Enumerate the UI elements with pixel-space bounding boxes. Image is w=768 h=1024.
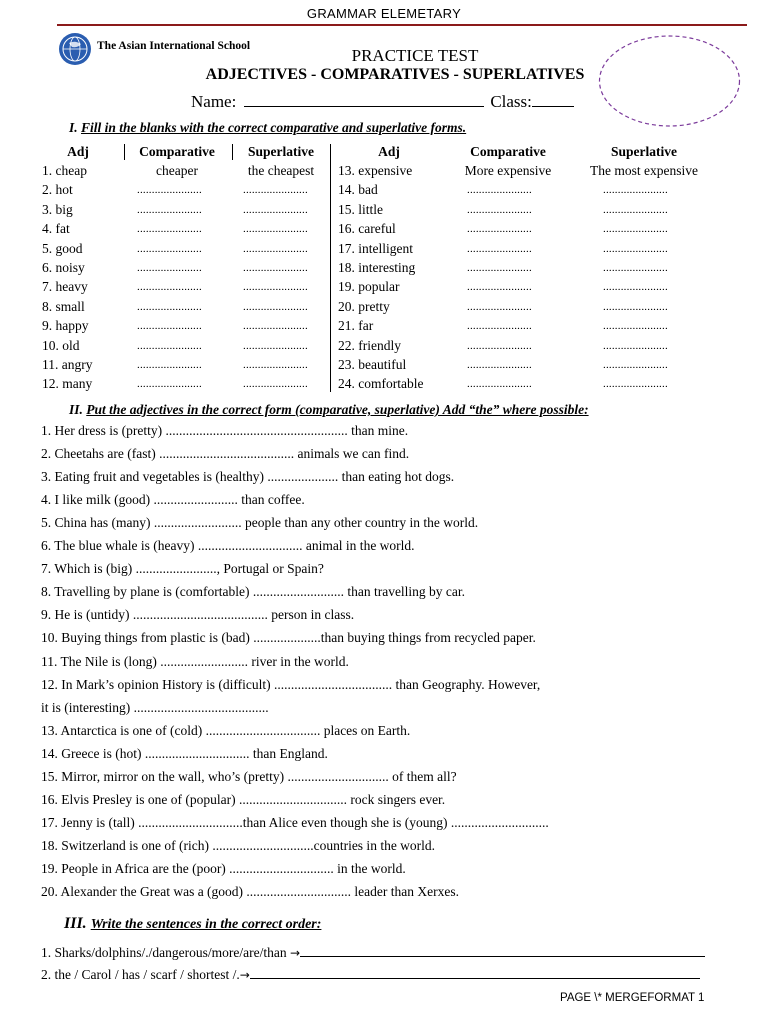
column-header: Comparative	[470, 144, 546, 159]
comparative-blank[interactable]: ......................	[137, 378, 202, 391]
comparative-blank[interactable]: ......................	[467, 359, 532, 371]
comparative-blank[interactable]: ......................	[467, 281, 532, 294]
section3-instruction: Write the sentences in the correct order:	[90, 917, 322, 932]
adjective-item: 18. interesting	[338, 260, 416, 275]
name-label: Name:	[191, 92, 237, 111]
answer-blank[interactable]	[300, 944, 705, 957]
exercise-sentence: 16. Elvis Presley is one of (popular) ................................ rock singers ever.	[41, 791, 446, 807]
exercise-sentence: it is (interesting) ........................................	[41, 699, 269, 715]
adjective-item: 9. happy	[42, 318, 89, 334]
superlative-blank[interactable]: ......................	[243, 378, 308, 391]
superlative-blank[interactable]: ......................	[243, 223, 308, 236]
superlative-blank[interactable]: ......................	[603, 378, 668, 391]
ordering-prompt: 1. Sharks/dolphins/./dangerous/more/are/than	[41, 945, 290, 960]
exercise-sentence: 10. Buying things from plastic is (bad) ....................than buying things from recycled paper.	[41, 630, 536, 646]
comparative-answer: More expensive	[464, 163, 552, 178]
comparative-blank[interactable]: ......................	[467, 300, 532, 313]
superlative-blank[interactable]: ......................	[603, 300, 668, 313]
comparative-blank[interactable]: ......................	[467, 378, 532, 391]
superlative-blank[interactable]: ......................	[603, 281, 668, 294]
section3-heading	[64, 915, 321, 933]
superlative-blank[interactable]: ......................	[243, 203, 308, 216]
superlative-blank[interactable]: ......................	[603, 184, 668, 197]
column-separator	[124, 144, 125, 160]
exercise-sentence: 7. Which is (big) ........................, Portugal or Spain?	[41, 561, 324, 577]
superlative-blank[interactable]: ......................	[603, 203, 668, 216]
comparative-blank[interactable]: ......................	[137, 184, 202, 197]
exercise-sentence: 14. Greece is (hot) ............................... than England.	[41, 745, 328, 761]
page-title: PRACTICE TEST	[351, 46, 479, 65]
section2-numeral: II.	[69, 402, 83, 417]
comparative-blank[interactable]: ......................	[467, 262, 532, 274]
superlative-blank[interactable]: ......................	[243, 242, 308, 255]
comparative-blank[interactable]: ......................	[467, 223, 532, 236]
class-label: Class:	[490, 92, 532, 111]
section1-numeral: I.	[69, 120, 78, 135]
superlative-blank[interactable]: ......................	[243, 320, 308, 333]
superlative-blank[interactable]: ......................	[603, 262, 668, 274]
exercise-sentence: 1. Her dress is (pretty) ...................................................... than mine.	[41, 423, 409, 438]
exercise-sentence: 2. Cheetahs are (fast) ........................................ animals we can find.	[41, 446, 410, 462]
class-field[interactable]	[532, 92, 574, 107]
adjective-item: 13. expensive	[338, 163, 413, 178]
exercise-sentence: 18. Switzerland is one of (rich) ..............................countries in the world.	[41, 837, 436, 853]
superlative-blank[interactable]: ......................	[603, 359, 668, 371]
comparative-blank[interactable]: ......................	[137, 223, 202, 236]
section2-heading	[69, 402, 589, 418]
superlative-blank[interactable]: ......................	[243, 184, 308, 197]
superlative-blank[interactable]: ......................	[243, 339, 308, 352]
ordering-sentence	[41, 966, 700, 984]
superlative-blank[interactable]: ......................	[603, 242, 668, 255]
arrow-icon: →	[239, 968, 250, 982]
comparative-blank[interactable]: ......................	[137, 359, 202, 371]
exercise-sentence: 19. People in Africa are the (poor) ............................... in the world.	[41, 860, 406, 876]
comparative-blank[interactable]: ......................	[137, 203, 202, 216]
column-header: Comparative	[139, 144, 215, 159]
answer-blank[interactable]	[250, 966, 700, 979]
adjective-item: 16. careful	[338, 221, 396, 237]
section3-numeral: III.	[64, 915, 87, 932]
adjective-item: 5. good	[42, 240, 83, 256]
exercise-sentence: 3. Eating fruit and vegetables is (healthy) ..................... than eating hot dogs.	[41, 469, 455, 485]
adjective-item: 15. little	[338, 201, 383, 217]
superlative-blank[interactable]: ......................	[603, 320, 668, 333]
superlative-blank[interactable]: ......................	[243, 262, 308, 274]
exercise-sentence: 15. Mirror, mirror on the wall, who’s (pretty) .............................. of them all?	[41, 768, 457, 784]
comparative-blank[interactable]: ......................	[137, 300, 202, 313]
superlative-answer: the cheapest	[247, 163, 315, 178]
comparative-blank[interactable]: ......................	[467, 320, 532, 333]
superlative-answer: The most expensive	[590, 163, 698, 178]
column-separator	[330, 144, 331, 392]
section1-instruction: Fill in the blanks with the correct comparative and superlative forms.	[81, 120, 467, 135]
comparative-blank[interactable]: ......................	[467, 339, 532, 352]
section1-heading	[69, 120, 466, 136]
exercise-sentence: 12. In Mark’s opinion History is (difficult) ................................... than Geography. However,	[41, 676, 541, 692]
adjective-item: 14. bad	[338, 182, 378, 198]
arrow-icon: →	[289, 946, 301, 960]
name-field[interactable]	[244, 92, 484, 107]
adjective-item: 10. old	[42, 337, 80, 353]
adjective-item: 6. noisy	[42, 260, 85, 275]
comparative-answer: cheaper	[156, 163, 198, 178]
page-subtitle: ADJECTIVES - COMPARATIVES - SUPERLATIVES	[205, 66, 585, 83]
adjective-item: 17. intelligent	[338, 240, 413, 256]
exercise-sentence: 8. Travelling by plane is (comfortable) ........................... than travelling by car.	[41, 584, 466, 600]
exercise-sentence: 13. Antarctica is one of (cold) .................................. places on Earth.	[41, 722, 411, 738]
exercise-sentence: 4. I like milk (good) ......................... than coffee.	[41, 492, 305, 508]
comparative-blank[interactable]: ......................	[137, 281, 202, 294]
column-header: Superlative	[248, 144, 314, 159]
adjective-item: 24. comfortable	[338, 376, 424, 392]
column-separator	[232, 144, 233, 160]
adjective-item: 2. hot	[42, 182, 73, 198]
adjective-item: 19. popular	[338, 279, 400, 295]
exercise-sentence: 6. The blue whale is (heavy) ............................... animal in the world.	[41, 538, 415, 554]
document-header-title: GRAMMAR ELEMETARY	[306, 6, 462, 21]
comparative-blank[interactable]: ......................	[137, 339, 202, 352]
adjective-item: 3. big	[42, 201, 73, 217]
page-footer: PAGE \* MERGEFORMAT 1	[560, 992, 705, 1004]
ordering-prompt: 2. the / Carol / has / scarf / shortest /.	[41, 967, 240, 982]
comparative-blank[interactable]: ......................	[467, 203, 532, 216]
adjective-item: 21. far	[338, 318, 374, 334]
superlative-blank[interactable]: ......................	[603, 339, 668, 352]
ordering-sentence	[41, 944, 705, 962]
comparative-blank[interactable]: ......................	[137, 242, 202, 255]
superlative-blank[interactable]: ......................	[243, 300, 308, 313]
adjective-item: 7. heavy	[42, 279, 88, 295]
adjective-item: 22. friendly	[338, 337, 401, 353]
exercise-sentence: 9. He is (untidy) ........................................ person in class.	[41, 607, 355, 623]
adjective-item: 8. small	[42, 298, 85, 314]
exercise-sentence: 5. China has (many) .......................... people than any other country in the world.	[41, 515, 479, 531]
superlative-blank[interactable]: ......................	[243, 359, 308, 371]
exercise-sentence: 20. Alexander the Great was a (good) ............................... leader than Xerxes.	[41, 884, 459, 899]
header-divider	[57, 24, 747, 26]
name-class-line	[191, 92, 574, 112]
adjective-item: 1. cheap	[42, 163, 87, 178]
comparative-blank[interactable]: ......................	[137, 262, 202, 274]
exercise-sentence: 17. Jenny is (tall) ...............................than Alice even though she is (young) .............................	[41, 814, 549, 830]
adjective-item: 23. beautiful	[338, 357, 407, 372]
school-name: The Asian International School	[97, 40, 251, 52]
section2-instruction: Put the adjectives in the correct form (comparative, superlative) Add “the” where possible:	[86, 402, 589, 417]
exercise-sentence: 11. The Nile is (long) .......................... river in the world.	[41, 653, 349, 669]
adjective-item: 12. many	[42, 376, 93, 392]
adjective-item: 11. angry	[42, 357, 93, 372]
school-logo-icon	[58, 32, 92, 66]
superlative-blank[interactable]: ......................	[603, 223, 668, 236]
comparative-blank[interactable]: ......................	[467, 242, 532, 255]
adjective-item: 4. fat	[42, 221, 70, 237]
column-header: Superlative	[611, 144, 677, 159]
comparative-blank[interactable]: ......................	[467, 184, 532, 197]
adjective-item: 20. pretty	[338, 298, 390, 314]
column-header: Adj	[67, 144, 89, 159]
superlative-blank[interactable]: ......................	[243, 281, 308, 294]
column-header: Adj	[378, 144, 400, 159]
comparative-blank[interactable]: ......................	[137, 320, 202, 333]
